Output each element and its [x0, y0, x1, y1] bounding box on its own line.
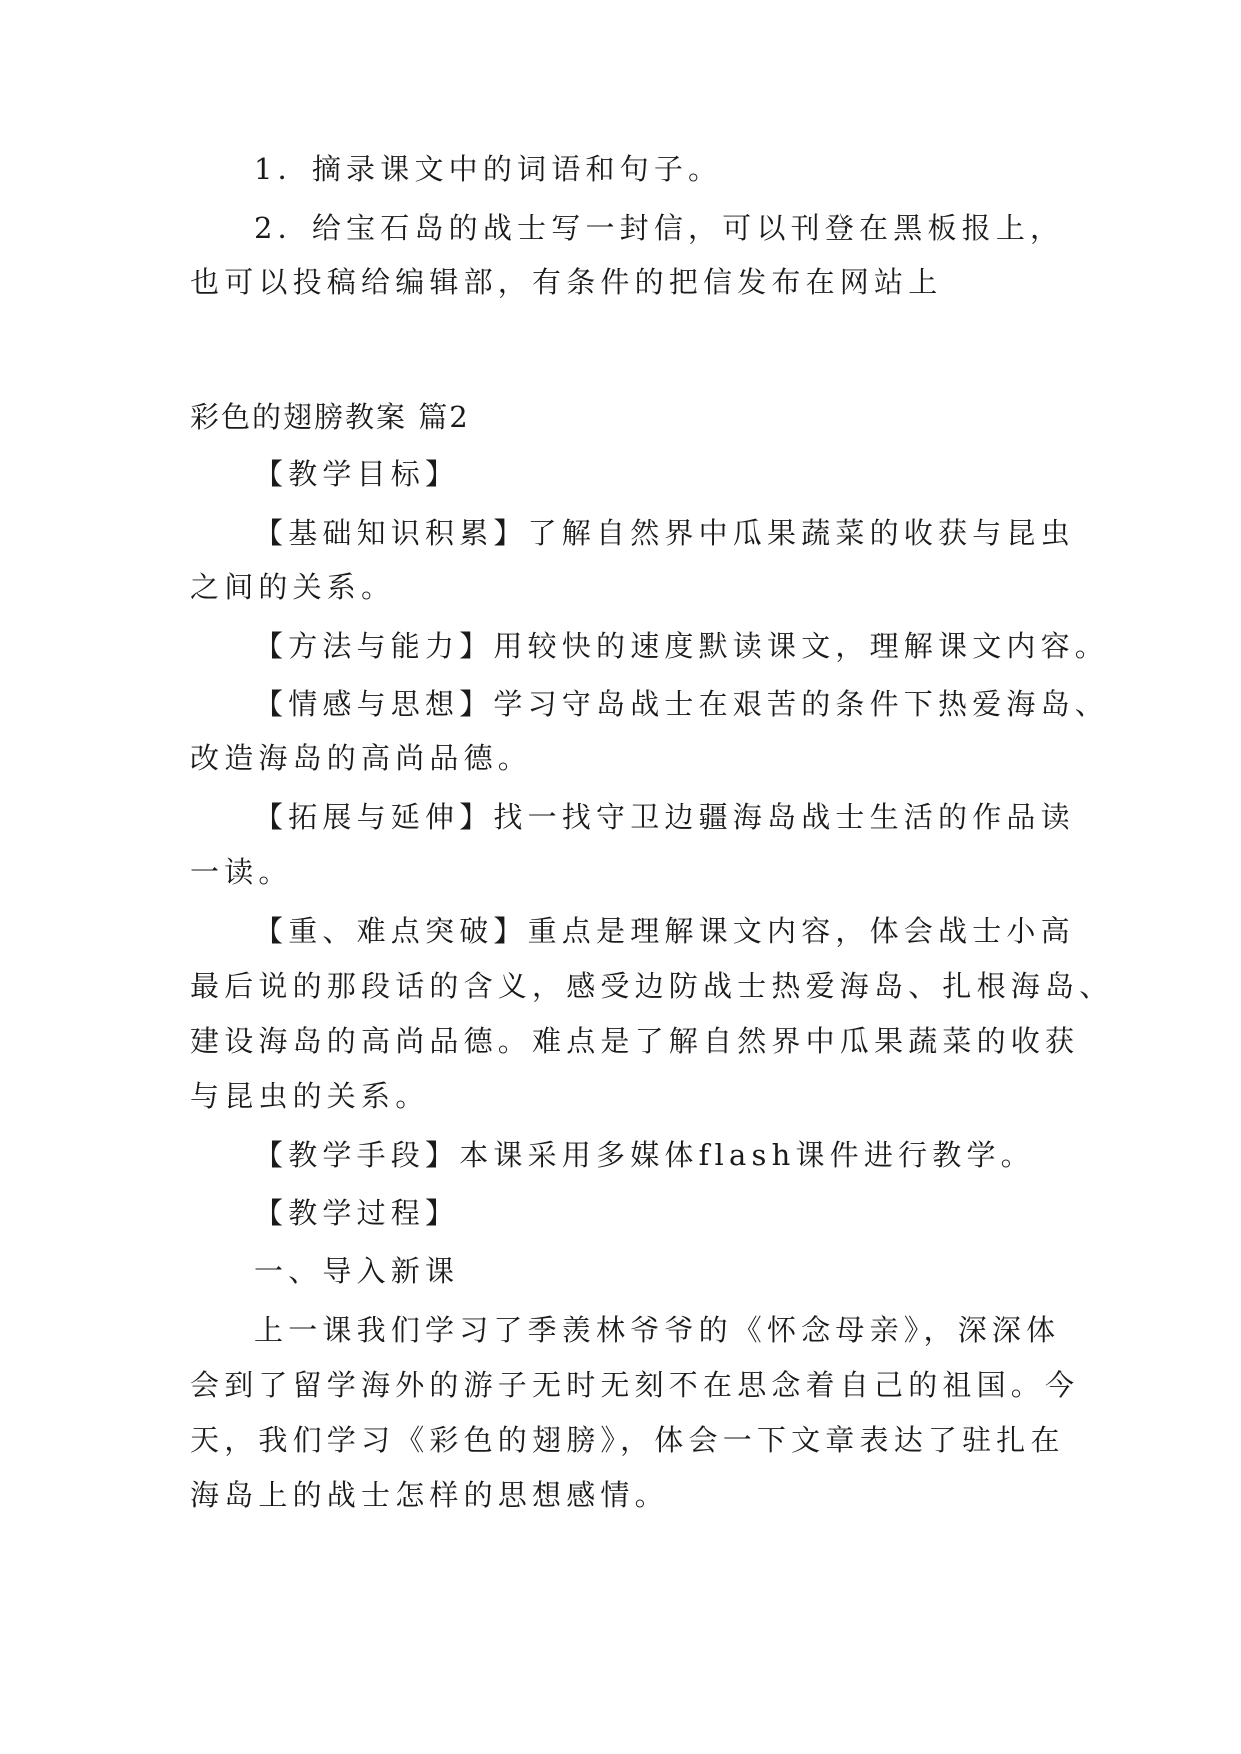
paragraph-emotion-thought-continued: 改造海岛的高尚品德。 [190, 741, 533, 775]
paragraph-intro: 上一课我们学习了季羡林爷爷的《怀念母亲》，深深体 [254, 1313, 1061, 1347]
teaching-process-heading: 【教学过程】 [254, 1196, 460, 1230]
section-heading: 彩色的翅膀教案 篇2 [190, 400, 470, 434]
homework-item-1: 1．摘录课文中的词语和句子。 [254, 152, 723, 186]
homework-item-2: 2．给宝石岛的战士写一封信，可以刊登在黑板报上， [254, 211, 1065, 245]
paragraph-key-points-line-2: 最后说的那段话的含义，感受边防战士热爱海岛、扎根海岛、 [190, 969, 1114, 1003]
paragraph-key-points-line-4: 与昆虫的关系。 [190, 1079, 430, 1113]
paragraph-key-points: 【重、难点突破】重点是理解课文内容，体会战士小高 [254, 914, 1075, 948]
paragraph-intro-line-3: 天，我们学习《彩色的翅膀》，体会一下文章表达了驻扎在 [190, 1423, 1065, 1457]
paragraph-emotion-thought: 【情感与思想】学习守岛战士在艰苦的条件下热爱海岛、 [254, 687, 1110, 721]
paragraph-basic-knowledge-continued: 之间的关系。 [190, 570, 396, 604]
paragraph-extension-continued: 一读。 [190, 855, 293, 889]
intro-new-lesson-heading: 一、导入新课 [254, 1254, 460, 1288]
paragraph-intro-line-2: 会到了留学海外的游子无时无刻不在思念着自己的祖国。今 [190, 1368, 1080, 1402]
paragraph-method-ability: 【方法与能力】用较快的速度默读课文，理解课文内容。 [254, 629, 1110, 663]
paragraph-key-points-line-3: 建设海岛的高尚品德。难点是了解自然界中瓜果蔬菜的收获 [190, 1024, 1080, 1058]
paragraph-extension: 【拓展与延伸】找一找守卫边疆海岛战士生活的作品读 [254, 800, 1075, 834]
paragraph-teaching-means: 【教学手段】本课采用多媒体flash课件进行教学。 [254, 1138, 1035, 1172]
paragraph-basic-knowledge: 【基础知识积累】了解自然界中瓜果蔬菜的收获与昆虫 [254, 516, 1075, 550]
homework-item-2-continued: 也可以投稿给编辑部，有条件的把信发布在网站上 [190, 265, 943, 299]
paragraph-intro-line-4: 海岛上的战士怎样的思想感情。 [190, 1478, 669, 1512]
teaching-goals-heading: 【教学目标】 [254, 457, 460, 491]
